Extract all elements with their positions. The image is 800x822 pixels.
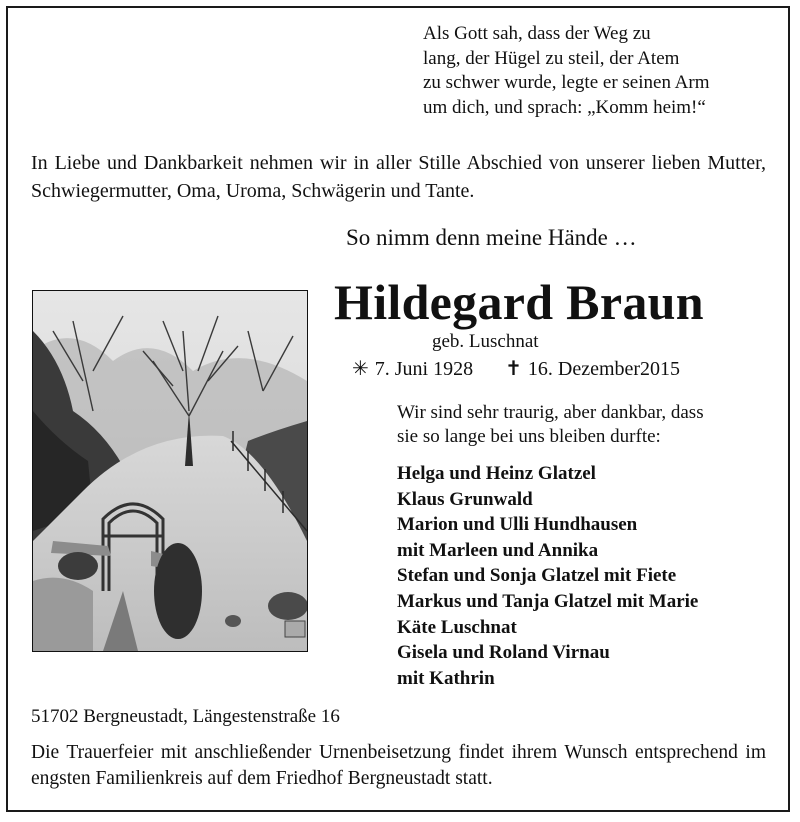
death-date: 16. Dezember2015 [527, 358, 681, 380]
mourner-line: mit Marleen und Annika [397, 539, 599, 561]
birth-date: 7. Juni 1928 [374, 358, 474, 380]
mourners-list [397, 461, 698, 691]
intro-text: In Liebe und Dankbarkeit nehmen wir in aller Stille Abschied von unserer lieben Mutter, Schwiegermutter, Oma, Uroma, Schwägerin und Tante. [31, 152, 766, 202]
mourner-line: Marion und Ulli Hundhausen [397, 514, 638, 536]
mourner-line: Käte Luschnat [397, 616, 517, 638]
life-dates [352, 356, 680, 381]
poem-line: um dich, und sprach: „Komm heim!“ [423, 96, 706, 118]
mourner-line: mit Kathrin [397, 667, 495, 689]
sorrow-line: sie so lange bei uns bleiben durfte: [397, 426, 661, 447]
death-cross-icon: ✝ [505, 358, 522, 380]
motto: So nimm denn meine Hände … [346, 225, 637, 250]
birth-star-icon: ✳ [352, 358, 369, 380]
garden-photo [32, 290, 308, 652]
poem-line: zu schwer wurde, legte er seinen Arm [423, 72, 710, 93]
mourner-line: Helga und Heinz Glatzel [397, 463, 596, 484]
sorrow-text [397, 401, 757, 449]
family-address: 51702 Bergneustadt, Längestenstraße 16 [31, 706, 340, 727]
poem-line: Als Gott sah, dass der Weg zu [423, 23, 651, 44]
mourner-line: Stefan und Sonja Glatzel mit Fiete [397, 565, 677, 587]
deceased-name: Hildegard Braun [334, 274, 704, 330]
poem-line: lang, der Hügel zu steil, der Atem [423, 47, 680, 69]
sorrow-line: Wir sind sehr traurig, aber dankbar, dass [397, 402, 704, 423]
poem-block [423, 22, 773, 120]
funeral-note: Die Trauerfeier mit anschließender Urnenbeisetzung findet ihrem Wunsch entsprechend im engsten Familienkreis auf dem Friedhof Bergneustadt statt. [31, 742, 766, 789]
mourner-line: Gisela und Roland Virnau [397, 642, 610, 664]
maiden-name: geb. Luschnat [432, 331, 539, 352]
mourner-line: Klaus Grunwald [397, 488, 533, 510]
mourner-line: Markus und Tanja Glatzel mit Marie [397, 590, 699, 612]
